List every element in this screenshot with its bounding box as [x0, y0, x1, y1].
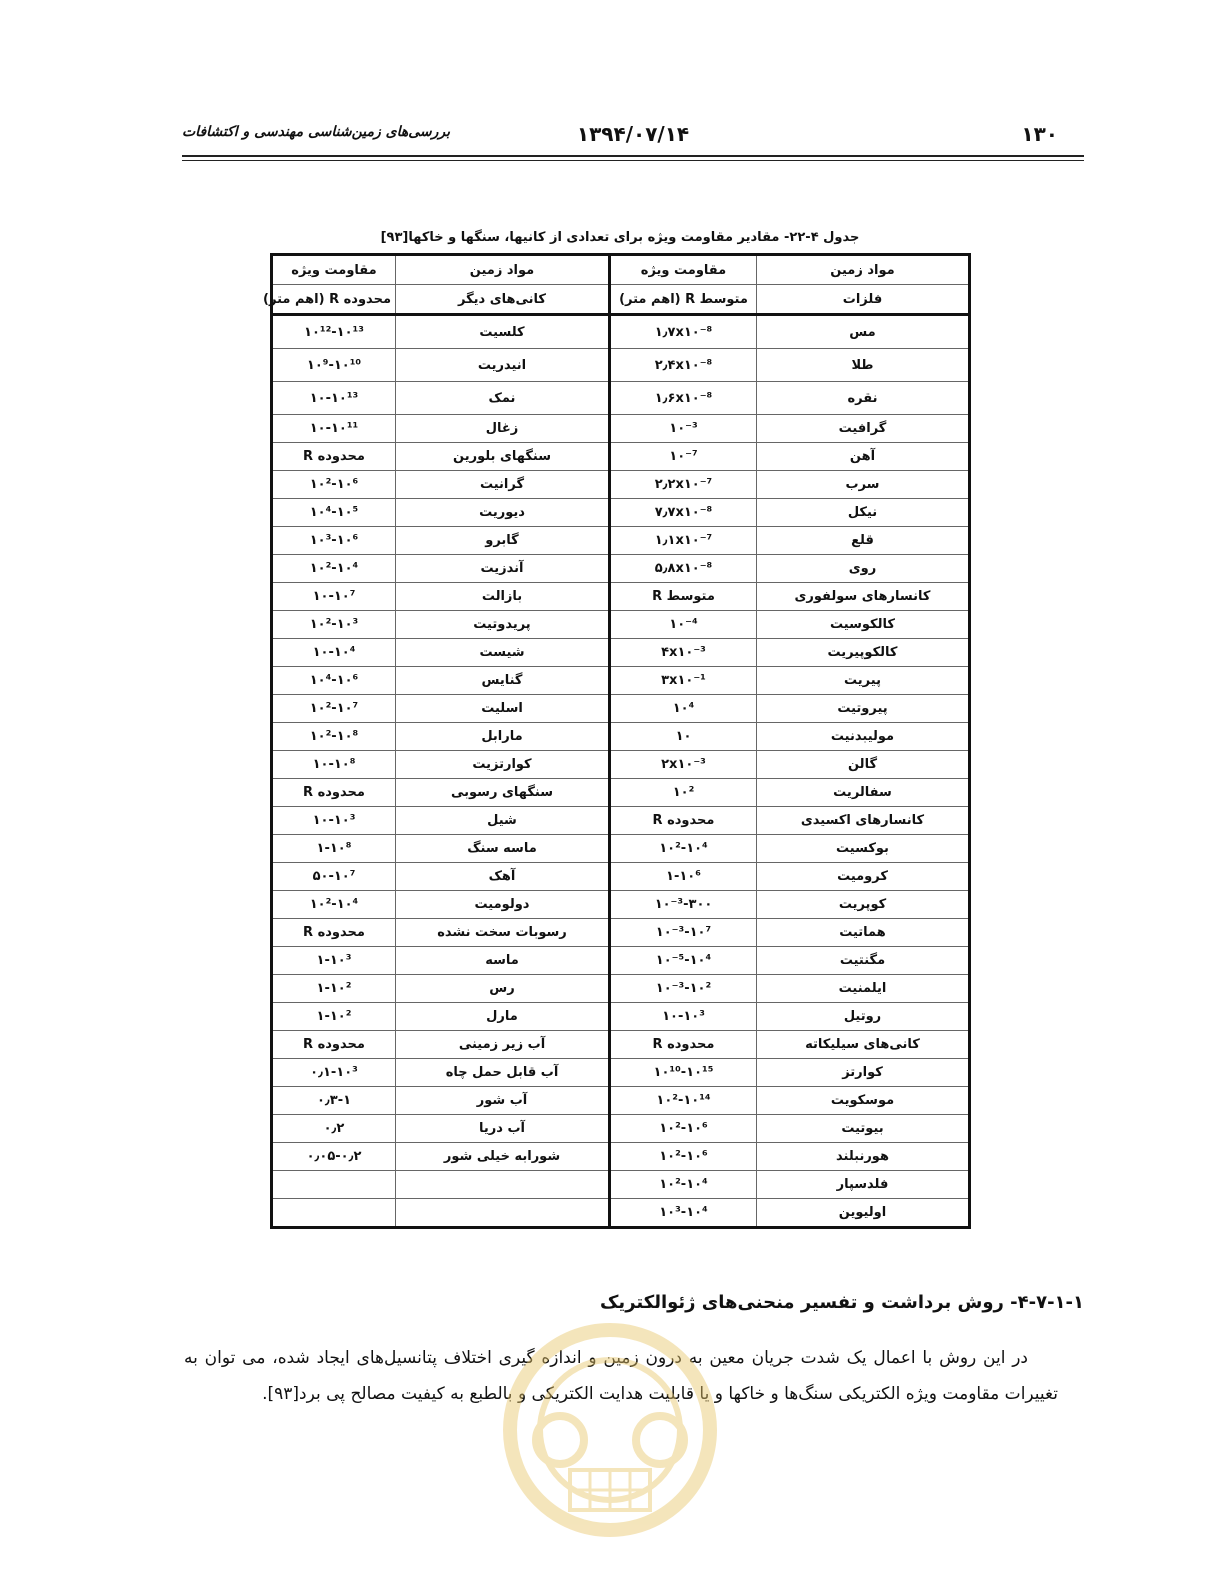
table-cell: ۰٫۲	[272, 1115, 396, 1143]
table-cell: بوکسیت	[757, 835, 970, 863]
table-cell: سرب	[757, 471, 970, 499]
table-row	[272, 919, 970, 947]
table-cell: کوارتز	[757, 1059, 970, 1087]
table-row	[272, 611, 970, 639]
table-row	[272, 1059, 970, 1087]
table-row	[272, 349, 970, 382]
table-cell: کانی‌های سیلیکاته	[757, 1031, 970, 1059]
header-cell: مقاومت ویژه	[272, 255, 396, 285]
table-cell: ۴x۱۰⁻³	[610, 639, 757, 667]
table-cell: گرانیت	[396, 471, 610, 499]
table-cell: مس	[757, 315, 970, 349]
table-cell	[396, 1171, 610, 1199]
table-row	[272, 695, 970, 723]
table-cell: ۱۰⁻³-۳۰۰	[610, 891, 757, 919]
table-row	[272, 975, 970, 1003]
table-row	[272, 1171, 970, 1199]
table-cell: ۱-۱۰⁸	[272, 835, 396, 863]
table-cell: ایلمنیت	[757, 975, 970, 1003]
table-caption: جدول ۴-۲۲- مقادیر مقاومت ویژه برای تعدادی از کانیها، سنگها و خاکها[۹۳]	[380, 230, 860, 245]
table-cell: ۱۰-۱۰⁷	[272, 583, 396, 611]
page-header	[182, 118, 1084, 154]
table-cell: کالکوسیت	[757, 611, 970, 639]
table-cell: آب زیر زمینی	[396, 1031, 610, 1059]
table-cell: پریدوتیت	[396, 611, 610, 639]
table-row	[272, 891, 970, 919]
table-cell: ۱۰¹⁰-۱۰¹⁵	[610, 1059, 757, 1087]
table-cell: ۷٫۷x۱۰⁻⁸	[610, 499, 757, 527]
table-cell: آندزیت	[396, 555, 610, 583]
table-cell: ۱۰-۱۰³	[610, 1003, 757, 1031]
table-cell: ۱۰-۱۰⁴	[272, 639, 396, 667]
header-rule-thick	[182, 155, 1084, 157]
table-row	[272, 1003, 970, 1031]
subheader-cell: محدوده R (اهم متر)	[272, 285, 396, 315]
table-cell: ۱٫۶x۱۰⁻⁸	[610, 382, 757, 415]
table-cell: ۱۰²	[610, 779, 757, 807]
table-cell: ماسه	[396, 947, 610, 975]
table-cell: ۲x۱۰⁻³	[610, 751, 757, 779]
header-title: بررسی‌های زمین‌شناسی مهندسی و اکتشافات	[182, 124, 451, 140]
table-cell: نمک	[396, 382, 610, 415]
table-cell	[272, 1199, 396, 1228]
table-row	[272, 723, 970, 751]
table-cell: پیریت	[757, 667, 970, 695]
subheader-cell: کانی‌های دیگر	[396, 285, 610, 315]
table-cell: ۱۰³-۱۰⁴	[610, 1199, 757, 1228]
table-cell: ۵۰-۱۰⁷	[272, 863, 396, 891]
table-cell: سنگهای بلورین	[396, 443, 610, 471]
table-cell: موسکویت	[757, 1087, 970, 1115]
table-cell: ۱۰⁻⁷	[610, 443, 757, 471]
header-cell: مواد زمین	[757, 255, 970, 285]
table-cell: ۱۰²-۱۰⁶	[610, 1115, 757, 1143]
table-cell: گالن	[757, 751, 970, 779]
table-cell: ۱-۱۰⁶	[610, 863, 757, 891]
table-cell: ۱۰²-۱۰⁴	[610, 835, 757, 863]
table-row	[272, 779, 970, 807]
table-cell: انیدریت	[396, 349, 610, 382]
table-row	[272, 415, 970, 443]
table-cell: ۱۰⁴-۱۰⁵	[272, 499, 396, 527]
table-row	[272, 555, 970, 583]
table-cell: ۱۰⁴	[610, 695, 757, 723]
table-cell: محدوده R	[272, 1031, 396, 1059]
table-cell: آهن	[757, 443, 970, 471]
table-cell: ۵٫۸x۱۰⁻⁸	[610, 555, 757, 583]
table-cell: ۱۰²-۱۰⁶	[272, 471, 396, 499]
table-cell: ۱۰-۱۰³	[272, 807, 396, 835]
page-number: ۱۳۰	[1021, 122, 1058, 146]
table-cell: بیوتیت	[757, 1115, 970, 1143]
table-cell: ۱۰³-۱۰⁶	[272, 527, 396, 555]
section-heading: ۴-۷-۱-۱- روش برداشت و تفسیر منحنی‌های ژئوالکتریک	[600, 1292, 1084, 1313]
table-cell: ۱۰-۱۰¹¹	[272, 415, 396, 443]
table-cell: ۱-۱۰³	[272, 947, 396, 975]
table-cell: محدوده R	[272, 919, 396, 947]
table-cell: ۱۰²-۱۰³	[272, 611, 396, 639]
table-row	[272, 1115, 970, 1143]
table-cell: محدوده R	[610, 807, 757, 835]
table-cell: ۱۰¹²-۱۰¹³	[272, 315, 396, 349]
table-cell: محدوده R	[272, 779, 396, 807]
resistivity-table-wrapper	[263, 253, 970, 1229]
subheader-cell: متوسط R (اهم متر)	[610, 285, 757, 315]
table-cell: کانسارهای سولفوری	[757, 583, 970, 611]
table-cell: ماسه سنگ	[396, 835, 610, 863]
table-cell: ۲٫۴x۱۰⁻⁸	[610, 349, 757, 382]
table-cell: ۲٫۲x۱۰⁻⁷	[610, 471, 757, 499]
table-cell: کانسارهای اکسیدی	[757, 807, 970, 835]
table-row	[272, 807, 970, 835]
table-row	[272, 315, 970, 349]
table-cell: آهک	[396, 863, 610, 891]
table-row	[272, 583, 970, 611]
table-cell: ۱۰²-۱۰¹⁴	[610, 1087, 757, 1115]
table-row	[272, 667, 970, 695]
table-cell: مولیبدنیت	[757, 723, 970, 751]
table-cell: گابرو	[396, 527, 610, 555]
table-cell	[272, 1171, 396, 1199]
table-subheader-row	[272, 285, 970, 315]
subheader-cell: فلزات	[757, 285, 970, 315]
table-cell	[396, 1199, 610, 1228]
header-date: ۱۳۹۴/۰۷/۱۴	[576, 122, 690, 146]
table-cell: ۱٫۷x۱۰⁻⁸	[610, 315, 757, 349]
table-cell: مگنتیت	[757, 947, 970, 975]
table-cell: کرومیت	[757, 863, 970, 891]
table-cell: ۱-۱۰²	[272, 1003, 396, 1031]
seal-grid-lines	[570, 1470, 650, 1510]
table-cell: نیکل	[757, 499, 970, 527]
table-row	[272, 835, 970, 863]
table-cell: اسلیت	[396, 695, 610, 723]
table-cell: شورابه خیلی شور	[396, 1143, 610, 1171]
table-cell: آب شور	[396, 1087, 610, 1115]
table-cell: ۰٫۱-۱۰³	[272, 1059, 396, 1087]
university-seal-icon	[490, 1320, 730, 1584]
table-row	[272, 947, 970, 975]
table-row	[272, 1199, 970, 1228]
table-cell: طلا	[757, 349, 970, 382]
table-cell: آب دریا	[396, 1115, 610, 1143]
table-cell: اولیوین	[757, 1199, 970, 1228]
table-cell: ۱۰⁴-۱۰⁶	[272, 667, 396, 695]
table-row	[272, 1087, 970, 1115]
table-cell: کلسیت	[396, 315, 610, 349]
table-cell: مارابل	[396, 723, 610, 751]
table-row	[272, 471, 970, 499]
table-cell: شیست	[396, 639, 610, 667]
table-cell: ۱۰⁹-۱۰¹⁰	[272, 349, 396, 382]
table-cell: پیروتیت	[757, 695, 970, 723]
table-cell: ۱-۱۰²	[272, 975, 396, 1003]
table-cell: ۱۰²-۱۰⁴	[272, 891, 396, 919]
table-cell: مارل	[396, 1003, 610, 1031]
header-cell: مواد زمین	[396, 255, 610, 285]
table-cell: ۱۰²-۱۰⁴	[610, 1171, 757, 1199]
table-cell: نقره	[757, 382, 970, 415]
table-cell: زغال	[396, 415, 610, 443]
table-cell: ۱۰⁻³-۱۰⁷	[610, 919, 757, 947]
table-cell: ۱۰	[610, 723, 757, 751]
resistivity-table	[263, 253, 971, 1229]
table-cell: قلع	[757, 527, 970, 555]
table-cell: ۱۰⁻³	[610, 415, 757, 443]
header-cell: مقاومت ویژه	[610, 255, 757, 285]
table-cell: روی	[757, 555, 970, 583]
table-cell: ۱۰-۱۰⁸	[272, 751, 396, 779]
table-header-row	[272, 255, 970, 285]
table-cell: ۰٫۳-۱	[272, 1087, 396, 1115]
table-cell: ۱۰²-۱۰⁶	[610, 1143, 757, 1171]
table-cell: ۱۰⁻⁵-۱۰⁴	[610, 947, 757, 975]
table-cell: کوپریت	[757, 891, 970, 919]
table-cell: کالکوپیریت	[757, 639, 970, 667]
table-row	[272, 639, 970, 667]
table-cell: ۱۰²-۱۰⁴	[272, 555, 396, 583]
table-cell: روتیل	[757, 1003, 970, 1031]
table-cell: ۱۰²-۱۰⁸	[272, 723, 396, 751]
table-cell: رسوبات سخت نشده	[396, 919, 610, 947]
table-cell: آب قابل حمل چاه	[396, 1059, 610, 1087]
table-cell: ۱۰⁻³-۱۰²	[610, 975, 757, 1003]
table-cell: سفالریت	[757, 779, 970, 807]
table-cell: ۱٫۱x۱۰⁻⁷	[610, 527, 757, 555]
table-cell: ۱۰²-۱۰⁷	[272, 695, 396, 723]
table-cell: متوسط R	[610, 583, 757, 611]
table-cell: فلدسپار	[757, 1171, 970, 1199]
header-rule-thin	[182, 160, 1084, 161]
table-cell: هورنبلند	[757, 1143, 970, 1171]
table-cell: دولومیت	[396, 891, 610, 919]
table-row	[272, 751, 970, 779]
table-cell: هماتیت	[757, 919, 970, 947]
table-cell: بازالت	[396, 583, 610, 611]
table-row	[272, 443, 970, 471]
table-cell: محدوده R	[272, 443, 396, 471]
table-cell: محدوده R	[610, 1031, 757, 1059]
table-cell: ۱۰⁻⁴	[610, 611, 757, 639]
table-row	[272, 863, 970, 891]
table-cell: گنایس	[396, 667, 610, 695]
section-paragraph: در این روش با اعمال یک شدت جریان معین به درون زمین و اندازه گیری اختلاف پتانسیل‌های ایجاد شده، می توان به تغییرات مقاومت ویژه الکتریکی سنگ‌ها و خاکها و یا قابلیت هدایت الکتریکی و بالطبع به کیفیت مصالح پی برد[۹۳].	[184, 1348, 1058, 1404]
table-cell: ۱۰-۱۰¹³	[272, 382, 396, 415]
table-cell: رس	[396, 975, 610, 1003]
table-cell: ۳x۱۰⁻¹	[610, 667, 757, 695]
table-cell: سنگهای رسوبی	[396, 779, 610, 807]
table-row	[272, 382, 970, 415]
table-row	[272, 499, 970, 527]
table-cell: گرافیت	[757, 415, 970, 443]
table-cell: کوارتزیت	[396, 751, 610, 779]
table-row	[272, 1031, 970, 1059]
table-row	[272, 1143, 970, 1171]
table-cell: دیوریت	[396, 499, 610, 527]
table-cell: شیل	[396, 807, 610, 835]
table-cell: ۰٫۰۵-۰٫۲	[272, 1143, 396, 1171]
table-row	[272, 527, 970, 555]
